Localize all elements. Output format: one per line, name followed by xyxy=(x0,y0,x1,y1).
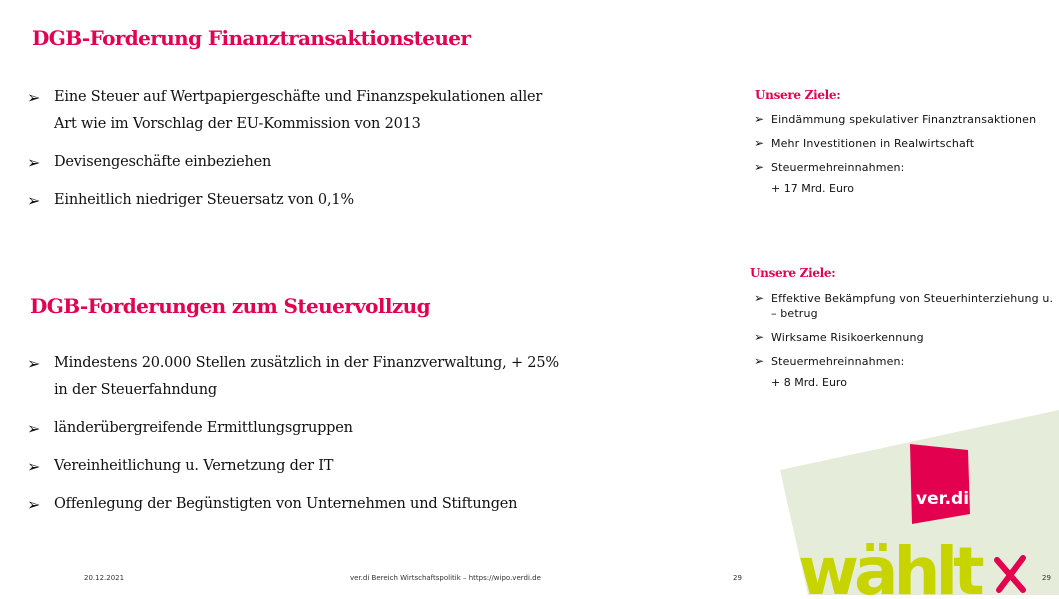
list-item-text: Mindestens 20.000 Stellen zusätzlich in der Finanzverwaltung, + 25% in der Steuerfahndung xyxy=(54,355,559,398)
list-item-text: Einheitlich niedriger Steuersatz von 0,1% xyxy=(54,192,354,208)
list-item-text: Offenlegung der Begünstigten von Unternehmen und Stiftungen xyxy=(54,496,518,512)
list-item xyxy=(754,112,1054,127)
list-item xyxy=(754,136,1054,151)
goals2-list xyxy=(754,291,1054,390)
arrowhead-bullet-icon: ➢ xyxy=(27,153,41,172)
list-item-text: Vereinheitlichung u. Vernetzung der IT xyxy=(54,458,334,474)
list-item-text: länderübergreifende Ermittlungsgruppen xyxy=(54,420,353,436)
verdi-logo-box xyxy=(910,444,970,524)
arrowhead-bullet-icon: ➢ xyxy=(27,495,41,514)
list-item-text: Wirksame Risikoerkennung xyxy=(771,331,924,344)
list-item xyxy=(27,415,567,442)
list-item-text: Eine Steuer auf Wertpapiergeschäfte und Finanzspekulationen aller Art wie im Vorschlag der EU-Kommission von 2013 xyxy=(54,89,543,132)
goals2-title: Unsere Ziele: xyxy=(750,266,836,280)
list-item xyxy=(27,149,567,176)
arrowhead-bullet-icon: ➢ xyxy=(27,419,41,438)
list-item-text: Steuermehreinnahmen: xyxy=(771,355,905,368)
arrowhead-bullet-icon: ➢ xyxy=(754,112,765,126)
logo-graphic xyxy=(760,408,1059,595)
list-item xyxy=(27,84,567,138)
list-item xyxy=(754,330,1054,345)
list-item xyxy=(27,187,567,214)
list-item-text: Eindämmung spekulativer Finanztransaktionen xyxy=(771,113,1037,126)
arrowhead-bullet-icon: ➢ xyxy=(754,136,765,150)
arrowhead-bullet-icon: ➢ xyxy=(27,457,41,476)
list-item-text: Steuermehreinnahmen: xyxy=(771,161,905,174)
list-item xyxy=(27,453,567,480)
verdi-waehlt-logo xyxy=(760,408,1059,595)
list-item-text: Mehr Investitionen in Realwirtschaft xyxy=(771,137,975,150)
footer-page-number-right: 29 xyxy=(1042,574,1051,582)
list-item xyxy=(27,350,567,404)
section1-list xyxy=(27,84,567,214)
footer-source: ver.di Bereich Wirtschaftspolitik – https://wipo.verdi.de xyxy=(350,574,541,582)
section2-list xyxy=(27,350,567,518)
arrowhead-bullet-icon: ➢ xyxy=(754,354,765,368)
goals1-list xyxy=(754,112,1054,196)
goals1-sub-value: + 17 Mrd. Euro xyxy=(771,182,854,195)
arrowhead-bullet-icon: ➢ xyxy=(754,291,765,305)
footer-date: 20.12.2021 xyxy=(84,574,125,582)
arrowhead-bullet-icon: ➢ xyxy=(27,191,41,210)
arrowhead-bullet-icon: ➢ xyxy=(754,160,765,174)
waehlt-slogan-text: wählt xyxy=(798,533,980,595)
section2-title: DGB-Forderungen zum Steuervollzug xyxy=(30,294,430,318)
goals1-title: Unsere Ziele: xyxy=(755,88,841,102)
section1-title: DGB-Forderung Finanztransaktionsteuer xyxy=(32,26,471,50)
list-item xyxy=(754,354,1054,369)
footer-page-number: 29 xyxy=(733,574,742,582)
list-item xyxy=(754,291,1054,321)
arrowhead-bullet-icon: ➢ xyxy=(27,88,41,107)
arrowhead-bullet-icon: ➢ xyxy=(27,354,41,373)
list-item-text: Effektive Bekämpfung von Steuerhinterziehung u. – betrug xyxy=(771,292,1054,320)
list-item xyxy=(754,160,1054,175)
list-item xyxy=(27,491,567,518)
arrowhead-bullet-icon: ➢ xyxy=(754,330,765,344)
verdi-logo-text: ver.di xyxy=(916,489,970,509)
goals2-sub-value: + 8 Mrd. Euro xyxy=(771,376,847,389)
list-item-text: Devisengeschäfte einbeziehen xyxy=(54,154,272,170)
